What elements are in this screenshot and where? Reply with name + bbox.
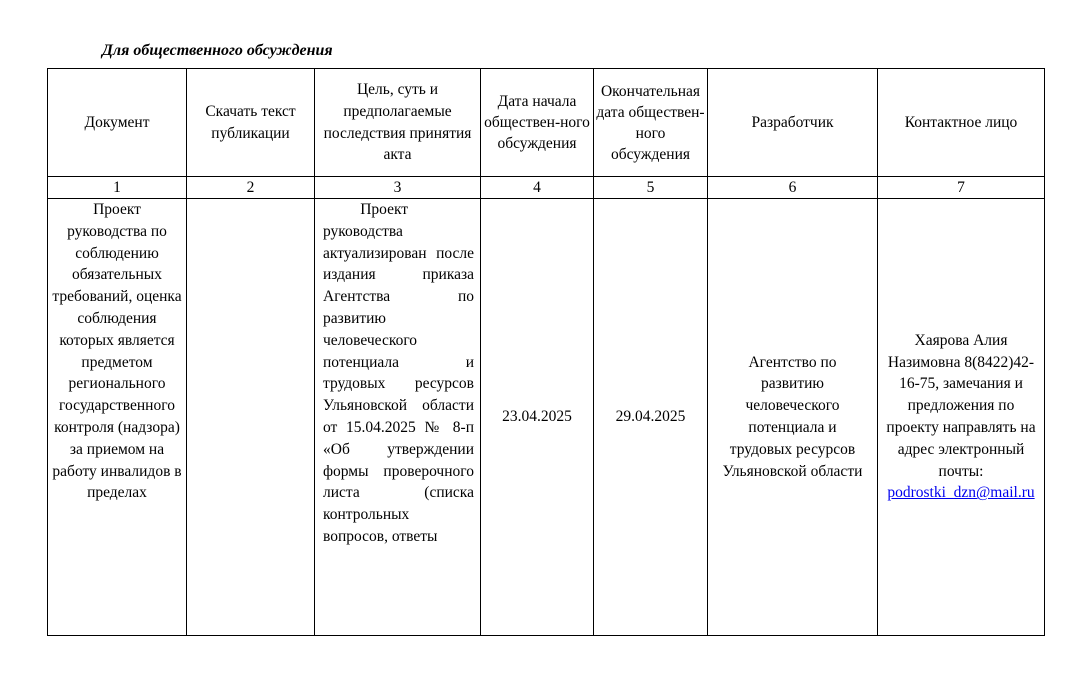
developer-cell: Агентство по развитию человеческого потенциала и трудовых ресурсов Ульяновской области — [708, 199, 878, 636]
column-numbers-row — [48, 177, 1045, 199]
contact-text — [884, 330, 1038, 504]
column-number: 5 — [594, 177, 708, 199]
table-header-row — [48, 69, 1045, 177]
document-cell — [48, 199, 187, 636]
header-end-date: Окончательная дата обществен-ного обсуждения — [594, 69, 708, 177]
contact-cell — [878, 199, 1045, 636]
download-cell — [187, 199, 315, 636]
header-download: Скачать текст публикации — [187, 69, 315, 177]
header-goal: Цель, суть и предполагаемые последствия принятия акта — [315, 69, 481, 177]
column-number: 6 — [708, 177, 878, 199]
column-number: 7 — [878, 177, 1045, 199]
header-document: Документ — [48, 69, 187, 177]
contact-details: Хаярова Алия Назимовна 8(8422)42-16-75, замечания и предложения по проекту направлять на адрес электронный почты: — [886, 331, 1036, 480]
column-number: 4 — [481, 177, 594, 199]
header-start-date: Дата начала обществен-ного обсуждения — [481, 69, 594, 177]
column-number: 2 — [187, 177, 315, 199]
email-link[interactable]: podrostki_dzn@mail.ru — [887, 484, 1035, 502]
start-date-cell: 23.04.2025 — [481, 199, 594, 636]
table-row — [48, 199, 1045, 636]
discussion-table — [47, 68, 1045, 636]
goal-text: Проект руководства актуализирован после издания приказа Агентства по развитию человеческого потенциала и трудовых ресурсов Ульяновской области от 15.04.2025 № 8-п «Об утверждении формы проверочного листа (списка контрольных вопросов, ответы — [323, 201, 474, 545]
document-text: Проект руководства по соблюдению обязательных требований, оценка соблюдения которых является предметом регионального государственного контроля (надзора) за приемом на работу инвалидов в пределах — [52, 201, 182, 502]
column-number: 3 — [315, 177, 481, 199]
header-developer: Разработчик — [708, 69, 878, 177]
column-number: 1 — [48, 177, 187, 199]
goal-cell — [315, 199, 481, 636]
page-heading: Для общественного обсуждения — [102, 42, 333, 59]
header-contact: Контактное лицо — [878, 69, 1045, 177]
end-date-cell: 29.04.2025 — [594, 199, 708, 636]
